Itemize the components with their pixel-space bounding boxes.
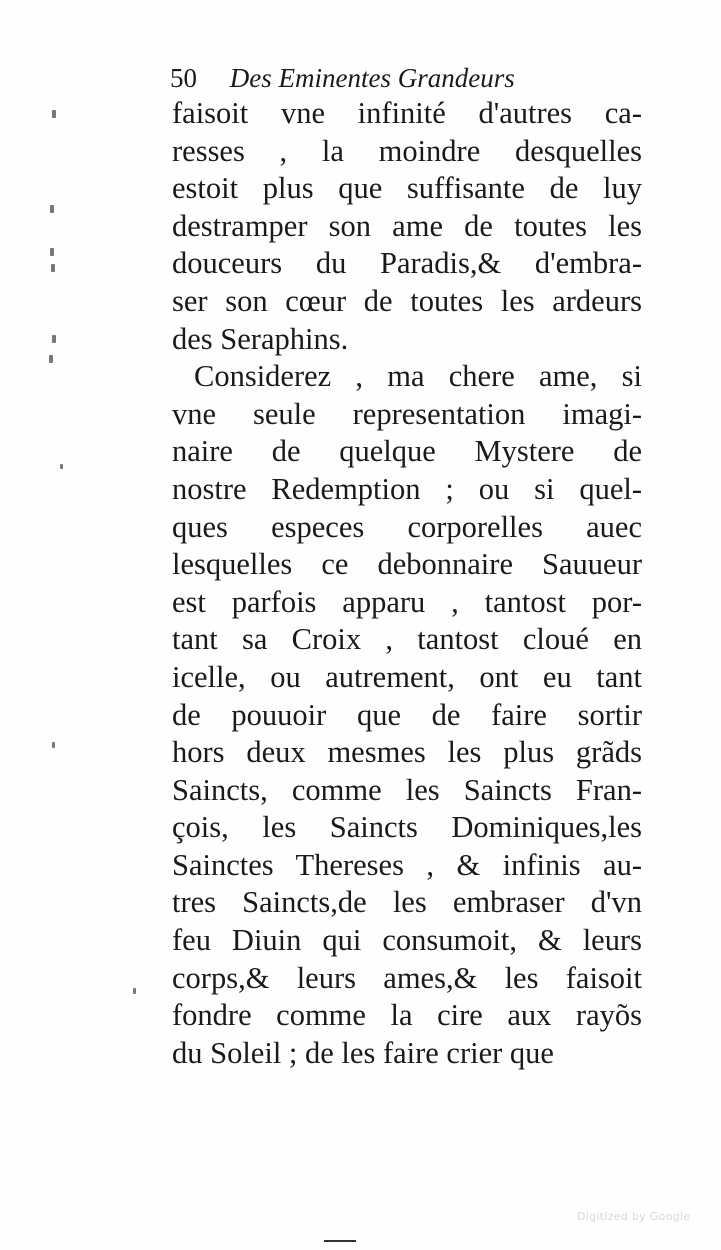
text-line: resses , la moindre desquelles (172, 133, 642, 168)
text-line: estoit plus que suffisante de luy (172, 171, 642, 206)
margin-speck (51, 264, 55, 272)
text-line: feu Diuin qui consumoit, & leurs (172, 923, 642, 958)
margin-speck (50, 248, 54, 256)
text-line: hors deux mesmes les plus grãds (172, 735, 642, 770)
text-line: de pouuoir que de faire sortir (172, 697, 642, 732)
text-line: du Soleil ; de les faire crier que (172, 1035, 554, 1070)
text-line: destramper son ame de toutes les (172, 208, 642, 243)
text-line: lesquelles ce debonnaire Sauueur (172, 547, 642, 582)
margin-speck (52, 335, 56, 343)
text-line: Considerez , ma chere ame, si (194, 359, 642, 394)
text-line: icelle, ou autrement, ont eu tant (172, 659, 642, 694)
text-line: est parfois apparu , tantost por- (172, 584, 642, 619)
margin-speck (60, 464, 63, 469)
text-line: corps,& leurs ames,& les faisoit (172, 960, 642, 995)
scan-watermark: Digitized by Google (577, 1210, 691, 1223)
margin-speck (49, 355, 53, 363)
footer-rule (324, 1240, 356, 1242)
text-line: des Seraphins. (172, 321, 349, 356)
text-line: Sainctes Thereses , & infinis au- (172, 847, 642, 882)
text-line: faisoit vne infinité d'autres ca- (172, 96, 642, 130)
text-line: fondre comme la cire aux rayõs (172, 998, 642, 1033)
margin-speck (52, 110, 56, 118)
text-line: naire de quelque Mystere de (172, 434, 642, 469)
text-line: douceurs du Paradis,& d'embra- (172, 246, 642, 281)
text-line: tant sa Croix , tantost cloué en (172, 622, 642, 657)
margin-speck (133, 988, 136, 994)
text-line: çois, les Saincts Dominiques,les (172, 810, 642, 845)
text-line: vne seule representation imagi- (172, 396, 642, 431)
text-line: ser son cœur de toutes les ardeurs (172, 283, 642, 318)
text-line: Saincts, comme les Saincts Fran- (172, 772, 642, 807)
text-line: tres Saincts,de les embraser d'vn (172, 885, 642, 920)
running-head (170, 58, 640, 98)
page-number: 50 (170, 63, 197, 93)
running-title: Des Eminentes Grandeurs (229, 63, 515, 93)
margin-speck (50, 205, 54, 213)
text-line: nostre Redemption ; ou si quel- (172, 471, 642, 506)
body-text (172, 95, 642, 1072)
text-line: ques especes corporelles auec (172, 509, 642, 544)
margin-speck (52, 742, 55, 748)
